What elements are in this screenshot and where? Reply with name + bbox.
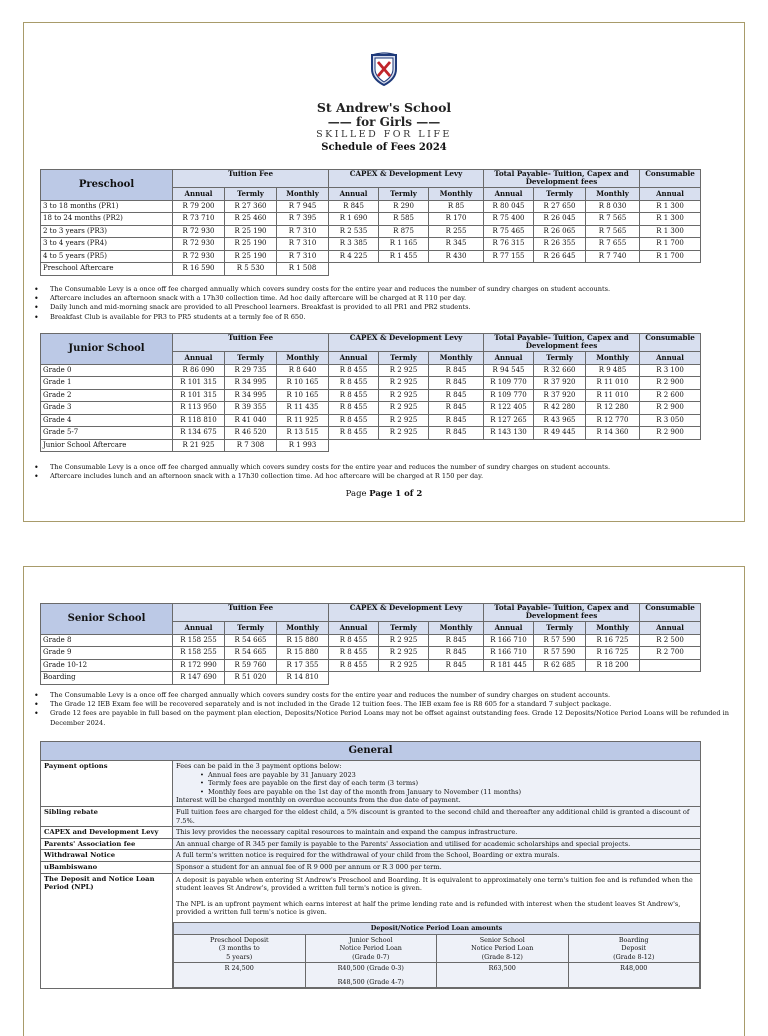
- fee-cell: R 41 040: [225, 414, 277, 427]
- fee-cell: R 15 880: [277, 647, 329, 660]
- withdrawal-notice-text: A full term's written notice is required for the withdrawal of your child from the School, Boarding or extra murals.: [173, 850, 701, 862]
- column-annual: Annual: [484, 188, 534, 201]
- column-annual: Annual: [329, 622, 379, 635]
- deposit-value: R40,500 (Grade 0-3): [337, 964, 404, 973]
- row-label: 3 to 18 months (PR1): [41, 200, 173, 213]
- column-termly: Termly: [534, 622, 586, 635]
- fee-cell: R 2 925: [379, 389, 429, 402]
- capex-levy-label: CAPEX and Development Levy: [41, 827, 173, 839]
- fee-cell: R 25 190: [225, 225, 277, 238]
- column-monthly: Monthly: [429, 188, 484, 201]
- fee-cell: R 26 065: [534, 225, 586, 238]
- deposit-heading-sub: Notice Period Loan: [339, 944, 402, 953]
- fee-cell: R 17 355: [277, 659, 329, 672]
- fee-cell: R 25 190: [225, 250, 277, 263]
- fee-cell: R 94 545: [484, 364, 534, 377]
- fee-cell: R 134 675: [173, 427, 225, 440]
- column-annual: Annual: [173, 352, 225, 365]
- fee-cell: R 73 710: [173, 213, 225, 226]
- fee-cell: R 1 700: [640, 238, 701, 251]
- general-title: General: [41, 742, 701, 761]
- fee-cell: R 8 455: [329, 402, 379, 415]
- general-table: [40, 741, 701, 989]
- fee-cell: R 1 690: [329, 213, 379, 226]
- fee-cell: R 2 925: [379, 377, 429, 390]
- fee-cell: R 8 030: [586, 200, 640, 213]
- fee-cell: R 109 770: [484, 377, 534, 390]
- column-monthly: Monthly: [586, 188, 640, 201]
- fee-cell: R 345: [429, 238, 484, 251]
- deposit-npl-label: The Deposit and Notice Loan Period (NPL): [41, 873, 173, 989]
- fee-cell: R 2 925: [379, 659, 429, 672]
- column-termly: Termly: [379, 188, 429, 201]
- deposit-heading-sub: Deposit: [621, 944, 647, 953]
- fee-cell: R 26 645: [534, 250, 586, 263]
- fee-cell: R 11 435: [277, 402, 329, 415]
- fee-cell: R 8 455: [329, 414, 379, 427]
- fee-cell: R 27 360: [225, 200, 277, 213]
- payment-options-text: Fees can be paid in the 3 payment options below: • Annual fees are payable by 31 January 2023 • Termly fees are payable on the first day of each term (3 terms) • Monthly fees are payable on the 1st day of the month from January to November (11 months) Interest will be charged monthly on overdue accounts from the due date of payment.: [173, 761, 701, 807]
- table-row: [41, 647, 701, 660]
- fee-cell: R 75 400: [484, 213, 534, 226]
- table-row: [41, 659, 701, 672]
- deposit-amounts-table: [173, 922, 700, 989]
- deposit-npl-text: A deposit is payable when entering St Andrew's Preschool and Boarding. It is equivalent to approximately one term's tuition fee and is refunded when the student leaves St Andrew's, provided a written full term's notice is given. The NPL is an upfront payment which earns interest at half the prime lending rate and is refunded with interest when the student leaves St Andrew's, provided a written full term's notice is given. Deposit/Notice Period Loan amounts Preschool Deposit (3 months to 5 years) Junior School Notice Period Loan (Grade 0-7) Senior School Notice Period Loan (Grade 8-12) Boarding Deposit (Grade 8-12) R 24,500 R40,500 (Grade 0-3) R48,500 (Grade 4-7) R63,500 R48,000: [173, 873, 701, 989]
- fee-cell: R 54 665: [225, 634, 277, 647]
- fee-cell: R 25 460: [225, 213, 277, 226]
- deposit-amount-heading: [174, 934, 306, 963]
- fee-cell: R 34 995: [225, 389, 277, 402]
- payment-options-list: [176, 771, 697, 797]
- fee-cell: R 1 300: [640, 225, 701, 238]
- column-monthly: Monthly: [277, 352, 329, 365]
- fee-cell: R 1 993: [277, 439, 329, 452]
- fee-cell: R 845: [429, 634, 484, 647]
- fee-cell: R 39 355: [225, 402, 277, 415]
- document-header: [24, 51, 744, 153]
- payment-option-item: • Termly fees are payable on the first day of each term (3 terms): [208, 779, 697, 788]
- consumable-header: Consumable: [640, 334, 701, 352]
- total-header: Total Payable- Tuition, Capex and Development fees: [484, 334, 640, 352]
- fee-cell: R 16 590: [173, 263, 225, 276]
- fee-cell: R 8 455: [329, 634, 379, 647]
- column-annual: Annual: [329, 188, 379, 201]
- fee-cell: R 12 280: [586, 402, 640, 415]
- fee-cell: R 845: [429, 377, 484, 390]
- fee-cell: R 7 655: [586, 238, 640, 251]
- deposit-value: R 24,500: [224, 964, 254, 973]
- note-item: • The Consumable Levy is a once off fee charged annually which covers sundry costs for the entire year and reduces the number of sundry charges on student accounts.: [42, 285, 742, 294]
- fee-cell: R 2 600: [640, 389, 701, 402]
- fee-cell: R 4 225: [329, 250, 379, 263]
- fee-cell: R 2 925: [379, 402, 429, 415]
- row-label: 2 to 3 years (PR3): [41, 225, 173, 238]
- fee-cell: R 845: [429, 427, 484, 440]
- fee-cell: R 143 130: [484, 427, 534, 440]
- fee-cell: R 845: [429, 364, 484, 377]
- deposit-heading-sub: 5 years): [226, 952, 253, 961]
- table-row: [41, 200, 701, 213]
- tuition-header: Tuition Fee: [173, 334, 329, 352]
- column-monthly: Monthly: [429, 352, 484, 365]
- deposit-heading-title: Preschool Deposit: [209, 935, 269, 944]
- note-item: • Breakfast Club is available for PR3 to PR5 students at a termly fee of R 650.: [42, 313, 742, 322]
- fee-cell: R 1 300: [640, 200, 701, 213]
- fee-cell: R 7 308: [225, 439, 277, 452]
- deposit-amount-value: [174, 963, 306, 988]
- fee-cell: R 13 515: [277, 427, 329, 440]
- deposit-value: R63,500: [488, 964, 516, 973]
- row-label: Junior School Aftercare: [41, 439, 173, 452]
- fee-cell: R 7 945: [277, 200, 329, 213]
- tuition-header: Tuition Fee: [173, 170, 329, 188]
- fee-cell: R 62 685: [534, 659, 586, 672]
- fee-cell: R 2 900: [640, 427, 701, 440]
- fee-cell: R 18 200: [586, 659, 640, 672]
- fee-cell: R 25 190: [225, 238, 277, 251]
- column-annual: Annual: [173, 188, 225, 201]
- sibling-rebate-label: Sibling rebate: [41, 806, 173, 826]
- fee-cell: R 2 925: [379, 634, 429, 647]
- deposit-heading-sub: Notice Period Loan: [471, 944, 534, 953]
- consumable-header: Consumable: [640, 604, 701, 622]
- deposit-amount-heading: [437, 934, 569, 963]
- fee-cell: R 101 315: [173, 389, 225, 402]
- row-label: Boarding: [41, 672, 173, 685]
- fee-cell: R 2 925: [379, 647, 429, 660]
- fee-cell: R 109 770: [484, 389, 534, 402]
- column-termly: Termly: [225, 622, 277, 635]
- consumable-header: Consumable: [640, 170, 701, 188]
- fee-cell: R 57 590: [534, 647, 586, 660]
- fee-cell: R 8 455: [329, 659, 379, 672]
- column-annual: Annual: [640, 352, 701, 365]
- fee-cell: R 42 280: [534, 402, 586, 415]
- parents-association-text: An annual charge of R 345 per family is payable to the Parents' Association and utilised for academic scholarships and special projects.: [173, 838, 701, 850]
- fee-cell: R 32 660: [534, 364, 586, 377]
- row-label: 4 to 5 years (PR5): [41, 250, 173, 263]
- fee-cell: R 170: [429, 213, 484, 226]
- column-monthly: Monthly: [277, 622, 329, 635]
- fee-cell: R 14 810: [277, 672, 329, 685]
- deposit-amount-value: [568, 963, 700, 988]
- fee-cell: R 101 315: [173, 377, 225, 390]
- deposit-heading-sub: (Grade 8-12): [481, 952, 523, 961]
- fee-cell: R 845: [429, 389, 484, 402]
- row-label: Grade 0: [41, 364, 173, 377]
- column-annual: Annual: [640, 188, 701, 201]
- capex-header: CAPEX & Development Levy: [329, 604, 484, 622]
- fee-cell: R 26 045: [534, 213, 586, 226]
- column-monthly: Monthly: [277, 188, 329, 201]
- fee-cell: R 11 010: [586, 377, 640, 390]
- fee-cell: R 3 385: [329, 238, 379, 251]
- fee-cell: R 10 165: [277, 389, 329, 402]
- fee-cell: R 2 700: [640, 647, 701, 660]
- capex-header: CAPEX & Development Levy: [329, 334, 484, 352]
- school-crest-icon: [366, 51, 402, 87]
- deposit-amount-value: [437, 963, 569, 988]
- school-tagline: SKILLED FOR LIFE: [316, 129, 452, 140]
- deposit-heading-sub: (3 months to: [218, 944, 260, 953]
- column-annual: Annual: [173, 622, 225, 635]
- withdrawal-notice-label: Withdrawal Notice: [41, 850, 173, 862]
- fee-cell: R 85: [429, 200, 484, 213]
- fee-cell: R 34 995: [225, 377, 277, 390]
- fee-cell: R 26 355: [534, 238, 586, 251]
- fee-cell: R 255: [429, 225, 484, 238]
- school-subtitle: —— for Girls ——: [327, 115, 441, 129]
- deposit-value: R48,500 (Grade 4-7): [337, 977, 404, 986]
- page-number: Page Page 1 of 2: [345, 489, 423, 499]
- fee-cell: R 16 725: [586, 647, 640, 660]
- row-label: Grade 4: [41, 414, 173, 427]
- fee-cell: R 14 360: [586, 427, 640, 440]
- fee-cell: R 7 740: [586, 250, 640, 263]
- fee-cell: R 72 930: [173, 250, 225, 263]
- capex-header: CAPEX & Development Levy: [329, 170, 484, 188]
- note-item: • Daily lunch and mid-morning snack are provided to all Preschool learners. Breakfast is provided to all PR1 and PR2 students.: [42, 303, 742, 312]
- preschool-fees-table: [40, 169, 701, 276]
- fee-cell: R 72 930: [173, 225, 225, 238]
- fee-cell: R 7 310: [277, 238, 329, 251]
- fee-cell: R 585: [379, 213, 429, 226]
- parents-association-label: Parents' Association fee: [41, 838, 173, 850]
- senior-fees-table: [40, 603, 701, 685]
- fee-cell: [640, 659, 701, 672]
- senior-notes: [28, 691, 742, 728]
- table-row: [41, 414, 701, 427]
- column-termly: Termly: [534, 352, 586, 365]
- fee-cell: R 845: [429, 647, 484, 660]
- column-monthly: Monthly: [586, 622, 640, 635]
- fee-cell: R 845: [429, 414, 484, 427]
- payment-option-item: • Annual fees are payable by 31 January 2023: [208, 771, 697, 780]
- fee-cell: R 147 690: [173, 672, 225, 685]
- table-row: [41, 389, 701, 402]
- row-label: Grade 2: [41, 389, 173, 402]
- fee-cell: R 8 455: [329, 364, 379, 377]
- junior-title: Junior School: [41, 334, 173, 365]
- junior-fees-table: [40, 333, 701, 452]
- fee-cell: R 43 965: [534, 414, 586, 427]
- senior-title: Senior School: [41, 604, 173, 635]
- column-annual: Annual: [484, 622, 534, 635]
- ubambiswano-text: Sponsor a student for an annual fee of R 9 000 per annum or R 3 000 per term.: [173, 861, 701, 873]
- table-row: [41, 402, 701, 415]
- fee-cell: R 76 315: [484, 238, 534, 251]
- row-label: Grade 5-7: [41, 427, 173, 440]
- fee-cell: R 122 405: [484, 402, 534, 415]
- column-monthly: Monthly: [429, 622, 484, 635]
- fee-cell: R 430: [429, 250, 484, 263]
- column-annual: Annual: [640, 622, 701, 635]
- fee-cell: R 2 535: [329, 225, 379, 238]
- fee-cell: R 875: [379, 225, 429, 238]
- capex-levy-text: This levy provides the necessary capital resources to maintain and expand the campus infrastructure.: [173, 827, 701, 839]
- fee-cell: R 46 520: [225, 427, 277, 440]
- fee-cell: R 2 925: [379, 414, 429, 427]
- payment-option-item: • Monthly fees are payable on the 1st day of the month from January to November (11 months): [208, 788, 697, 797]
- note-item: • The Grade 12 IEB Exam fee will be recovered separately and is not included in the Grade 12 tuition fees. The IEB exam fee is R8 605 for a standard 7 subject package.: [42, 700, 742, 709]
- fee-cell: R 21 925: [173, 439, 225, 452]
- column-annual: Annual: [329, 352, 379, 365]
- fee-cell: R 77 155: [484, 250, 534, 263]
- fee-cell: R 7 565: [586, 213, 640, 226]
- fee-cell: R 166 710: [484, 647, 534, 660]
- row-label: 18 to 24 months (PR2): [41, 213, 173, 226]
- column-termly: Termly: [379, 352, 429, 365]
- row-label: Preschool Aftercare: [41, 263, 173, 276]
- table-row: [41, 377, 701, 390]
- table-row: [41, 213, 701, 226]
- column-termly: Termly: [534, 188, 586, 201]
- row-label: Grade 3: [41, 402, 173, 415]
- fee-cell: R 2 925: [379, 364, 429, 377]
- fee-cell: R 37 920: [534, 389, 586, 402]
- fee-cell: R 127 265: [484, 414, 534, 427]
- row-label: 3 to 4 years (PR4): [41, 238, 173, 251]
- preschool-notes: [28, 285, 742, 322]
- fee-cell: R 845: [429, 659, 484, 672]
- note-item: • Grade 12 fees are payable in full based on the payment plan election, Deposits/Notice Period Loans may not be offset against outstanding fees. Grade 12 Deposits/Notice Period Loans will be refunded in December 2024.: [42, 709, 742, 727]
- ubambiswano-label: uBambiswano: [41, 861, 173, 873]
- fee-cell: R 172 990: [173, 659, 225, 672]
- row-label: Grade 9: [41, 647, 173, 660]
- sibling-rebate-text: Full tuition fees are charged for the eldest child, a 5% discount is granted to the second child and thereafter any additional child is granted a discount of 7.5%.: [173, 806, 701, 826]
- deposit-amounts-title: Deposit/Notice Period Loan amounts: [174, 922, 700, 934]
- note-item: • Aftercare includes lunch and an afternoon snack with a 17h30 collection time. Ad hoc aftercare will be charged at R 150 per day.: [42, 472, 742, 481]
- fee-cell: R 118 810: [173, 414, 225, 427]
- school-name: St Andrew's School: [316, 100, 452, 115]
- fee-cell: R 80 045: [484, 200, 534, 213]
- fee-cell: R 7 310: [277, 225, 329, 238]
- deposit-amount-value: [305, 963, 437, 988]
- fee-cell: R 49 445: [534, 427, 586, 440]
- fee-cell: R 1 700: [640, 250, 701, 263]
- column-monthly: Monthly: [586, 352, 640, 365]
- row-label: Grade 8: [41, 634, 173, 647]
- fee-cell: R 11 925: [277, 414, 329, 427]
- deposit-heading-title: Boarding: [618, 935, 649, 944]
- table-row: [41, 427, 701, 440]
- fee-cell: R 8 455: [329, 389, 379, 402]
- deposit-heading-title: Senior School: [479, 935, 525, 944]
- fee-cell: R 845: [429, 402, 484, 415]
- fee-cell: R 51 020: [225, 672, 277, 685]
- page-1: [23, 22, 745, 522]
- table-row: [41, 225, 701, 238]
- fee-cell: R 7 395: [277, 213, 329, 226]
- fee-cell: R 12 770: [586, 414, 640, 427]
- note-item: • Aftercare includes an afternoon snack with a 17h30 collection time. Ad hoc daily aftercare will be charged at R 110 per day.: [42, 294, 742, 303]
- fee-cell: R 59 760: [225, 659, 277, 672]
- fee-cell: R 1 165: [379, 238, 429, 251]
- fee-cell: R 3 050: [640, 414, 701, 427]
- tuition-header: Tuition Fee: [173, 604, 329, 622]
- fee-cell: R 8 640: [277, 364, 329, 377]
- deposit-amount-heading: [568, 934, 700, 963]
- fee-cell: R 158 255: [173, 647, 225, 660]
- table-row-extra: [41, 672, 701, 685]
- note-item: • The Consumable Levy is a once off fee charged annually which covers sundry costs for the entire year and reduces the number of sundry charges on student accounts.: [42, 463, 742, 472]
- deposit-value: R48,000: [620, 964, 648, 973]
- fee-cell: R 7 565: [586, 225, 640, 238]
- row-label: Grade 10-12: [41, 659, 173, 672]
- fee-cell: R 2 900: [640, 377, 701, 390]
- deposit-heading-sub: (Grade 8-12): [613, 952, 655, 961]
- fee-cell: R 181 445: [484, 659, 534, 672]
- deposit-heading-sub: (Grade 0-7): [352, 952, 390, 961]
- fee-cell: R 37 920: [534, 377, 586, 390]
- fee-cell: R 27 650: [534, 200, 586, 213]
- page-2: [23, 566, 745, 1036]
- fee-cell: R 79 200: [173, 200, 225, 213]
- row-label: Grade 1: [41, 377, 173, 390]
- fee-cell: R 72 930: [173, 238, 225, 251]
- fee-cell: R 5 530: [225, 263, 277, 276]
- fee-cell: R 86 090: [173, 364, 225, 377]
- fee-cell: R 166 710: [484, 634, 534, 647]
- total-header: Total Payable- Tuition, Capex and Development fees: [484, 604, 640, 622]
- fee-cell: R 158 255: [173, 634, 225, 647]
- column-termly: Termly: [379, 622, 429, 635]
- fee-cell: R 57 590: [534, 634, 586, 647]
- deposit-heading-title: Junior School: [348, 935, 393, 944]
- fee-cell: R 15 880: [277, 634, 329, 647]
- payment-options-label: Payment options: [41, 761, 173, 807]
- column-annual: Annual: [484, 352, 534, 365]
- fee-cell: R 9 485: [586, 364, 640, 377]
- table-row-extra: [41, 439, 701, 452]
- document-title: Schedule of Fees 2024: [321, 142, 447, 153]
- fee-cell: R 8 455: [329, 647, 379, 660]
- column-termly: Termly: [225, 188, 277, 201]
- table-row: [41, 364, 701, 377]
- fee-cell: R 845: [329, 200, 379, 213]
- table-row: [41, 634, 701, 647]
- total-header: Total Payable- Tuition, Capex and Development fees: [484, 170, 640, 188]
- note-item: • The Consumable Levy is a once off fee charged annually which covers sundry costs for the entire year and reduces the number of sundry charges on student accounts.: [42, 691, 742, 700]
- fee-cell: R 2 500: [640, 634, 701, 647]
- fee-cell: R 2 925: [379, 427, 429, 440]
- table-row: [41, 238, 701, 251]
- fee-cell: R 1 455: [379, 250, 429, 263]
- table-row: [41, 250, 701, 263]
- preschool-title: Preschool: [41, 170, 173, 201]
- fee-cell: R 29 735: [225, 364, 277, 377]
- table-row-extra: [41, 263, 701, 276]
- fee-cell: R 8 455: [329, 427, 379, 440]
- fee-cell: R 1 508: [277, 263, 329, 276]
- fee-cell: R 7 310: [277, 250, 329, 263]
- fee-cell: R 11 010: [586, 389, 640, 402]
- fee-cell: R 2 900: [640, 402, 701, 415]
- fee-cell: R 16 725: [586, 634, 640, 647]
- junior-notes: [28, 463, 742, 481]
- fee-cell: R 1 300: [640, 213, 701, 226]
- fee-cell: R 8 455: [329, 377, 379, 390]
- fee-cell: R 113 950: [173, 402, 225, 415]
- fee-cell: R 75 465: [484, 225, 534, 238]
- fee-cell: R 290: [379, 200, 429, 213]
- column-termly: Termly: [225, 352, 277, 365]
- fee-cell: R 54 665: [225, 647, 277, 660]
- fee-cell: R 10 165: [277, 377, 329, 390]
- fee-cell: R 3 100: [640, 364, 701, 377]
- deposit-amount-heading: [305, 934, 437, 963]
